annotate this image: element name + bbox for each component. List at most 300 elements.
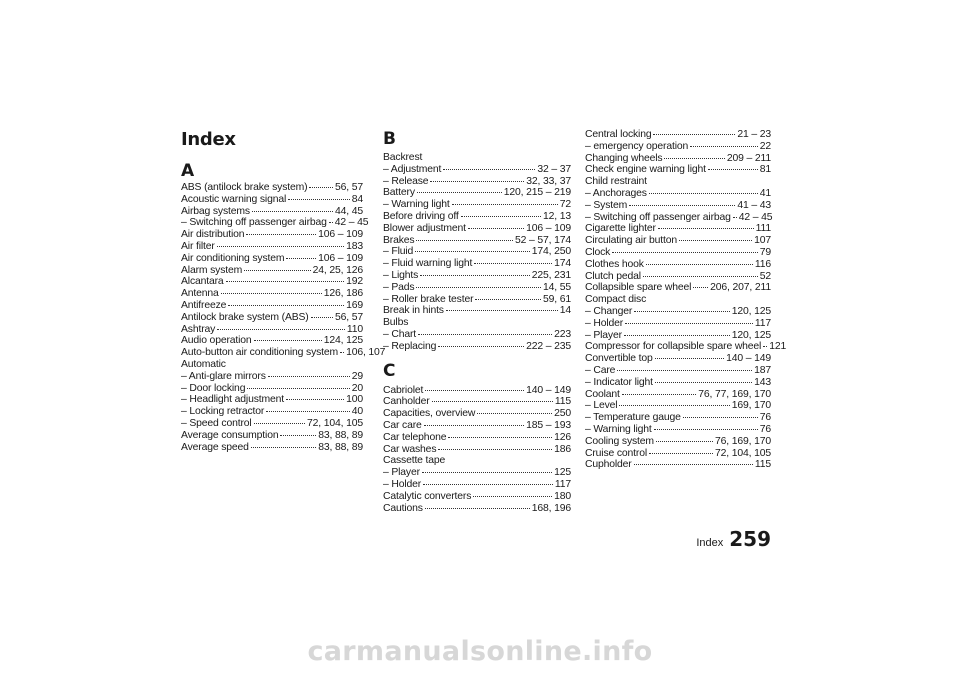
section-letter-a: A <box>181 161 195 181</box>
index-entry <box>585 389 771 401</box>
entry-term: Cautions <box>383 502 423 514</box>
entry-pages: 120, 125 <box>731 305 771 317</box>
dot-leader <box>217 329 345 330</box>
entry-pages: 76 <box>759 423 771 435</box>
entry-list-b <box>383 152 571 353</box>
index-entry <box>383 455 571 467</box>
entry-term: – Chart <box>383 328 417 340</box>
index-entry <box>181 182 363 194</box>
index-entry <box>585 412 771 424</box>
entry-pages: 14 <box>559 305 571 317</box>
entry-pages: 52 <box>759 270 771 282</box>
entry-term: – emergency operation <box>585 140 689 152</box>
entry-pages: 32, 33, 37 <box>526 175 571 187</box>
index-entry <box>181 394 363 406</box>
dot-leader <box>468 228 524 229</box>
entry-pages: 76, 77, 169, 170 <box>698 388 771 400</box>
entry-pages: 40 <box>351 406 363 418</box>
entry-term: – Temperature gauge <box>585 412 681 424</box>
entry-term: Compact disc <box>585 294 647 306</box>
dot-leader <box>417 192 502 193</box>
entry-term: – Switching off passenger airbag <box>181 217 327 229</box>
index-entry <box>383 282 571 294</box>
entry-pages: 126 <box>554 431 571 443</box>
entry-pages: 185 – 193 <box>526 419 571 431</box>
entry-pages: 174, 250 <box>531 246 571 258</box>
index-entry <box>585 129 771 141</box>
index-entry <box>585 294 771 306</box>
dot-leader <box>679 240 752 241</box>
index-entry <box>383 396 571 408</box>
entry-term: – Speed control <box>181 417 252 429</box>
entry-pages: 106 – 109 <box>318 229 363 241</box>
dot-leader <box>653 134 735 135</box>
dot-leader <box>425 390 524 391</box>
index-entry <box>181 312 363 324</box>
dot-leader <box>473 496 552 497</box>
entry-term: – Holder <box>585 317 624 329</box>
entry-term: ABS (antilock brake system) <box>181 182 308 193</box>
entry-term: Average speed <box>181 441 249 453</box>
entry-pages: 21 – 23 <box>737 129 771 140</box>
dot-leader <box>432 401 553 402</box>
entry-term: Airbag systems <box>181 205 250 217</box>
entry-pages: 115 <box>554 396 571 408</box>
entry-pages: 76 <box>759 412 771 424</box>
entry-pages: 72 <box>559 199 571 211</box>
dot-leader <box>228 305 344 306</box>
entry-term: Clutch pedal <box>585 270 641 282</box>
entry-term: Collapsible spare wheel <box>585 282 692 294</box>
entry-pages: 180 <box>554 490 571 502</box>
index-entry <box>181 206 363 218</box>
entry-term: Backrest <box>383 152 423 163</box>
entry-pages: 140 – 149 <box>726 353 771 365</box>
entry-term: Compressor for collapsible spare wheel <box>585 341 762 353</box>
entry-pages: 117 <box>754 317 771 329</box>
index-entry <box>383 305 571 317</box>
index-entry <box>181 194 363 206</box>
entry-term: Cupholder <box>585 459 632 471</box>
entry-pages: 120, 125 <box>731 329 771 341</box>
dot-leader <box>422 472 552 473</box>
dot-leader <box>475 299 541 300</box>
dot-leader <box>418 334 552 335</box>
dot-leader <box>425 508 530 509</box>
index-entry <box>181 371 363 383</box>
index-entry <box>585 424 771 436</box>
entry-term: – Changer <box>585 305 633 317</box>
section-letter-c: C <box>383 360 396 381</box>
entry-term: Antilock brake system (ABS) <box>181 311 309 323</box>
dot-leader <box>634 311 730 312</box>
entry-term: – Switching off passenger airbag <box>585 211 731 223</box>
entry-term: – Door locking <box>181 382 246 394</box>
index-entry <box>585 377 771 389</box>
index-entry <box>383 432 571 444</box>
entry-pages: 183 <box>346 240 363 252</box>
entry-term: – Care <box>585 364 616 376</box>
dot-leader <box>617 370 752 371</box>
entry-pages: 59, 61 <box>543 293 571 305</box>
dot-leader <box>424 425 524 426</box>
entry-term: – Lights <box>383 269 419 281</box>
index-entry <box>383 152 571 164</box>
entry-term: Central locking <box>585 129 652 140</box>
dot-leader <box>690 146 758 147</box>
entry-pages: 24, 25, 126 <box>312 264 363 276</box>
index-entry <box>181 229 363 241</box>
entry-pages: 41 – 43 <box>737 199 771 211</box>
dot-leader <box>448 437 552 438</box>
entry-term: Average consumption <box>181 429 279 441</box>
entry-term: Cassette tape <box>383 455 446 467</box>
index-entry <box>585 353 771 365</box>
dot-leader <box>217 246 344 247</box>
entry-pages: 83, 88, 89 <box>318 441 363 453</box>
entry-pages: 72, 104, 105 <box>715 447 771 459</box>
dot-leader <box>654 429 758 430</box>
entry-term: – Headlight adjustment <box>181 394 284 406</box>
index-entry <box>181 288 363 300</box>
dot-leader <box>268 376 350 377</box>
entry-term: – Level <box>585 400 618 412</box>
index-entry <box>585 341 787 353</box>
index-entry <box>383 420 571 432</box>
index-entry <box>383 258 571 270</box>
dot-leader <box>655 382 752 383</box>
index-entry <box>383 294 571 306</box>
dot-leader <box>452 204 558 205</box>
entry-pages: 206, 207, 211 <box>710 282 771 294</box>
dot-leader <box>634 464 753 465</box>
entry-term: – Release <box>383 175 429 187</box>
entry-pages: 84 <box>351 193 363 205</box>
index-entry <box>585 306 771 318</box>
entry-term: – Player <box>585 329 622 341</box>
index-entry <box>585 259 771 271</box>
dot-leader <box>423 484 553 485</box>
index-entry <box>585 141 771 153</box>
index-entry <box>383 479 571 491</box>
index-entry <box>585 318 771 330</box>
index-entry <box>181 442 363 454</box>
index-entry <box>383 235 571 247</box>
dot-leader <box>252 211 333 212</box>
index-entry <box>181 347 386 359</box>
dot-leader <box>415 251 530 252</box>
entry-pages: 106 – 109 <box>526 222 571 234</box>
index-entry <box>383 164 571 176</box>
dot-leader <box>309 187 333 188</box>
entry-term: – Holder <box>383 478 422 490</box>
entry-pages: 140 – 149 <box>526 384 571 396</box>
dot-leader <box>612 252 758 253</box>
index-entry <box>383 176 571 188</box>
index-column-3 <box>585 129 787 471</box>
entry-term: Changing wheels <box>585 152 663 164</box>
entry-term: Clothes hook <box>585 258 644 270</box>
index-entry <box>585 164 771 176</box>
dot-leader <box>664 158 724 159</box>
dot-leader <box>708 169 758 170</box>
index-entry <box>181 276 363 288</box>
entry-term: – Fluid warning light <box>383 258 473 270</box>
index-entry <box>383 444 571 456</box>
dot-leader <box>655 358 724 359</box>
entry-term: Brakes <box>383 234 415 246</box>
dot-leader <box>254 423 305 424</box>
entry-term: – Locking retractor <box>181 406 265 418</box>
index-entry <box>383 341 571 353</box>
dot-leader <box>474 263 552 264</box>
dot-leader <box>477 413 552 414</box>
dot-leader <box>254 340 322 341</box>
entry-term: Antenna <box>181 288 219 300</box>
index-entry <box>181 335 363 347</box>
index-entry <box>585 188 771 200</box>
entry-term: Car care <box>383 419 422 431</box>
entry-term: Automatic <box>181 358 226 370</box>
entry-list-c-continued <box>585 129 787 471</box>
entry-term: Cigarette lighter <box>585 223 656 235</box>
entry-term: Coolant <box>585 388 620 400</box>
entry-pages: 107 <box>754 235 771 247</box>
entry-pages: 186 <box>554 443 571 455</box>
entry-pages: 250 <box>554 408 571 420</box>
entry-term: – Anti-glare mirrors <box>181 370 266 382</box>
entry-term: Check engine warning light <box>585 164 706 176</box>
entry-pages: 169, 170 <box>731 400 771 412</box>
index-column-2 <box>383 128 571 514</box>
entry-term: Capacities, overview <box>383 408 476 420</box>
dot-leader <box>246 234 316 235</box>
entry-term: – Roller brake tester <box>383 293 474 305</box>
entry-pages: 42 – 45 <box>738 211 773 223</box>
index-entry <box>383 187 571 199</box>
entry-pages: 192 <box>346 276 363 288</box>
dot-leader <box>221 293 322 294</box>
entry-term: Bulbs <box>383 317 409 329</box>
index-entry <box>383 317 571 329</box>
dot-leader <box>646 264 753 265</box>
entry-term: Blower adjustment <box>383 222 466 234</box>
entry-term: Ashtray <box>181 323 216 335</box>
index-entry <box>585 271 771 283</box>
dot-leader <box>683 417 758 418</box>
index-column-1 <box>181 160 386 453</box>
index-entry <box>383 199 571 211</box>
index-entry <box>383 246 571 258</box>
entry-term: Alcantara <box>181 276 224 288</box>
dot-leader <box>286 399 344 400</box>
entry-term: Cooling system <box>585 435 654 447</box>
entry-pages: 223 <box>554 328 571 340</box>
entry-pages: 12, 13 <box>543 210 571 222</box>
index-entry <box>585 153 771 165</box>
entry-pages: 125 <box>554 467 571 479</box>
dot-leader <box>311 317 333 318</box>
entry-term: Convertible top <box>585 353 653 365</box>
index-entry <box>585 459 771 471</box>
dot-leader <box>656 441 713 442</box>
dot-leader <box>251 447 317 448</box>
index-entry <box>383 223 571 235</box>
entry-term: Car telephone <box>383 431 447 443</box>
dot-leader <box>622 394 697 395</box>
footer-label: Index <box>696 537 724 549</box>
index-entry <box>585 176 771 188</box>
dot-leader <box>244 270 311 271</box>
index-entry <box>383 491 571 503</box>
entry-term: Catalytic converters <box>383 490 472 502</box>
entry-term: Before driving off <box>383 210 459 222</box>
entry-term: Cabriolet <box>383 384 424 396</box>
index-entry <box>585 365 771 377</box>
entry-pages: 79 <box>759 246 771 258</box>
entry-term: – Player <box>383 467 420 479</box>
entry-pages: 22 <box>759 140 771 152</box>
dot-leader <box>438 449 552 450</box>
index-entry <box>585 436 771 448</box>
entry-pages: 81 <box>759 164 771 176</box>
entry-term: Clock <box>585 246 611 258</box>
entry-pages: 52 – 57, 174 <box>515 234 571 246</box>
dot-leader <box>693 287 708 288</box>
entry-pages: 106 – 109 <box>318 252 363 264</box>
entry-term: – Fluid <box>383 246 414 258</box>
entry-term: – System <box>585 199 628 211</box>
entry-pages: 111 <box>755 223 771 235</box>
dot-leader <box>266 411 350 412</box>
entry-pages: 29 <box>351 370 363 382</box>
entry-pages: 106, 107 <box>346 347 386 359</box>
entry-term: Audio operation <box>181 335 252 347</box>
entry-pages: 121 <box>769 341 787 353</box>
index-entry <box>181 217 369 229</box>
entry-pages: 56, 57 <box>335 182 363 193</box>
entry-term: Battery <box>383 187 415 199</box>
dot-leader <box>733 217 737 218</box>
index-entry <box>585 282 771 294</box>
dot-leader <box>629 205 735 206</box>
entry-pages: 143 <box>754 376 771 388</box>
index-entry <box>383 385 571 397</box>
index-entry <box>585 400 771 412</box>
index-entry <box>181 324 363 336</box>
entry-pages: 120, 215 – 219 <box>503 187 571 199</box>
entry-term: Air conditioning system <box>181 252 285 264</box>
entry-pages: 116 <box>754 258 771 270</box>
dot-leader <box>420 275 530 276</box>
index-entry <box>383 408 571 420</box>
entry-pages: 222 – 235 <box>526 340 571 352</box>
entry-pages: 110 <box>346 323 363 335</box>
entry-term: – Indicator light <box>585 376 653 388</box>
entry-pages: 115 <box>754 459 771 471</box>
entry-term: Air distribution <box>181 229 245 241</box>
entry-term: Cruise control <box>585 447 647 459</box>
index-entry <box>585 247 771 259</box>
entry-term: Alarm system <box>181 264 243 276</box>
dot-leader <box>280 435 316 436</box>
index-entry <box>585 212 771 224</box>
dot-leader <box>643 276 758 277</box>
entry-term: – Replacing <box>383 340 437 352</box>
entry-pages: 76, 169, 170 <box>715 435 771 447</box>
index-entry <box>585 223 771 235</box>
dot-leader <box>247 388 349 389</box>
entry-pages: 174 <box>554 258 571 270</box>
entry-list-a <box>181 182 386 453</box>
entry-pages: 32 – 37 <box>537 163 571 175</box>
dot-leader <box>443 169 535 170</box>
entry-pages: 126, 186 <box>323 288 363 300</box>
entry-pages: 83, 88, 89 <box>318 429 363 441</box>
index-entry <box>181 300 363 312</box>
page-title: Index <box>181 129 236 150</box>
index-entry <box>585 235 771 247</box>
entry-pages: 20 <box>351 382 363 394</box>
dot-leader <box>649 453 713 454</box>
entry-pages: 225, 231 <box>531 269 571 281</box>
entry-pages: 14, 55 <box>543 281 571 293</box>
entry-pages: 124, 125 <box>323 335 363 347</box>
entry-term: Canholder <box>383 396 430 408</box>
entry-pages: 41 <box>759 187 771 199</box>
dot-leader <box>624 335 730 336</box>
dot-leader <box>461 216 541 217</box>
entry-pages: 168, 196 <box>531 502 571 514</box>
entry-term: – Warning light <box>383 199 450 211</box>
entry-term: Circulating air button <box>585 235 677 247</box>
dot-leader <box>649 193 758 194</box>
index-entry <box>181 430 363 442</box>
page-footer <box>696 527 771 551</box>
entry-term: – Anchorages <box>585 187 647 199</box>
index-entry <box>383 329 571 341</box>
entry-pages: 209 – 211 <box>726 152 771 164</box>
dot-leader <box>226 281 345 282</box>
index-entry <box>585 200 771 212</box>
dot-leader <box>329 222 333 223</box>
watermark: carmanualsonline.info <box>307 636 653 667</box>
entry-term: – Pads <box>383 281 415 293</box>
index-entry <box>181 406 363 418</box>
entry-term: – Warning light <box>585 423 652 435</box>
entry-pages: 100 <box>346 394 363 406</box>
dot-leader <box>438 346 524 347</box>
entry-term: – Adjustment <box>383 163 442 175</box>
index-entry <box>383 211 571 223</box>
entry-pages: 187 <box>754 364 771 376</box>
dot-leader <box>619 405 729 406</box>
dot-leader <box>416 240 513 241</box>
entry-term: Antifreeze <box>181 299 227 311</box>
entry-term: Auto-button air conditioning system <box>181 347 339 359</box>
entry-term: Car washes <box>383 443 437 455</box>
index-entry <box>383 467 571 479</box>
dot-leader <box>658 228 754 229</box>
index-entry <box>181 253 363 265</box>
entry-term: Break in hints <box>383 305 444 317</box>
dot-leader <box>763 346 767 347</box>
index-entry <box>181 383 363 395</box>
entry-pages: 72, 104, 105 <box>307 417 363 429</box>
dot-leader <box>430 181 524 182</box>
dot-leader <box>446 310 558 311</box>
entry-term: Child restraint <box>585 176 647 188</box>
